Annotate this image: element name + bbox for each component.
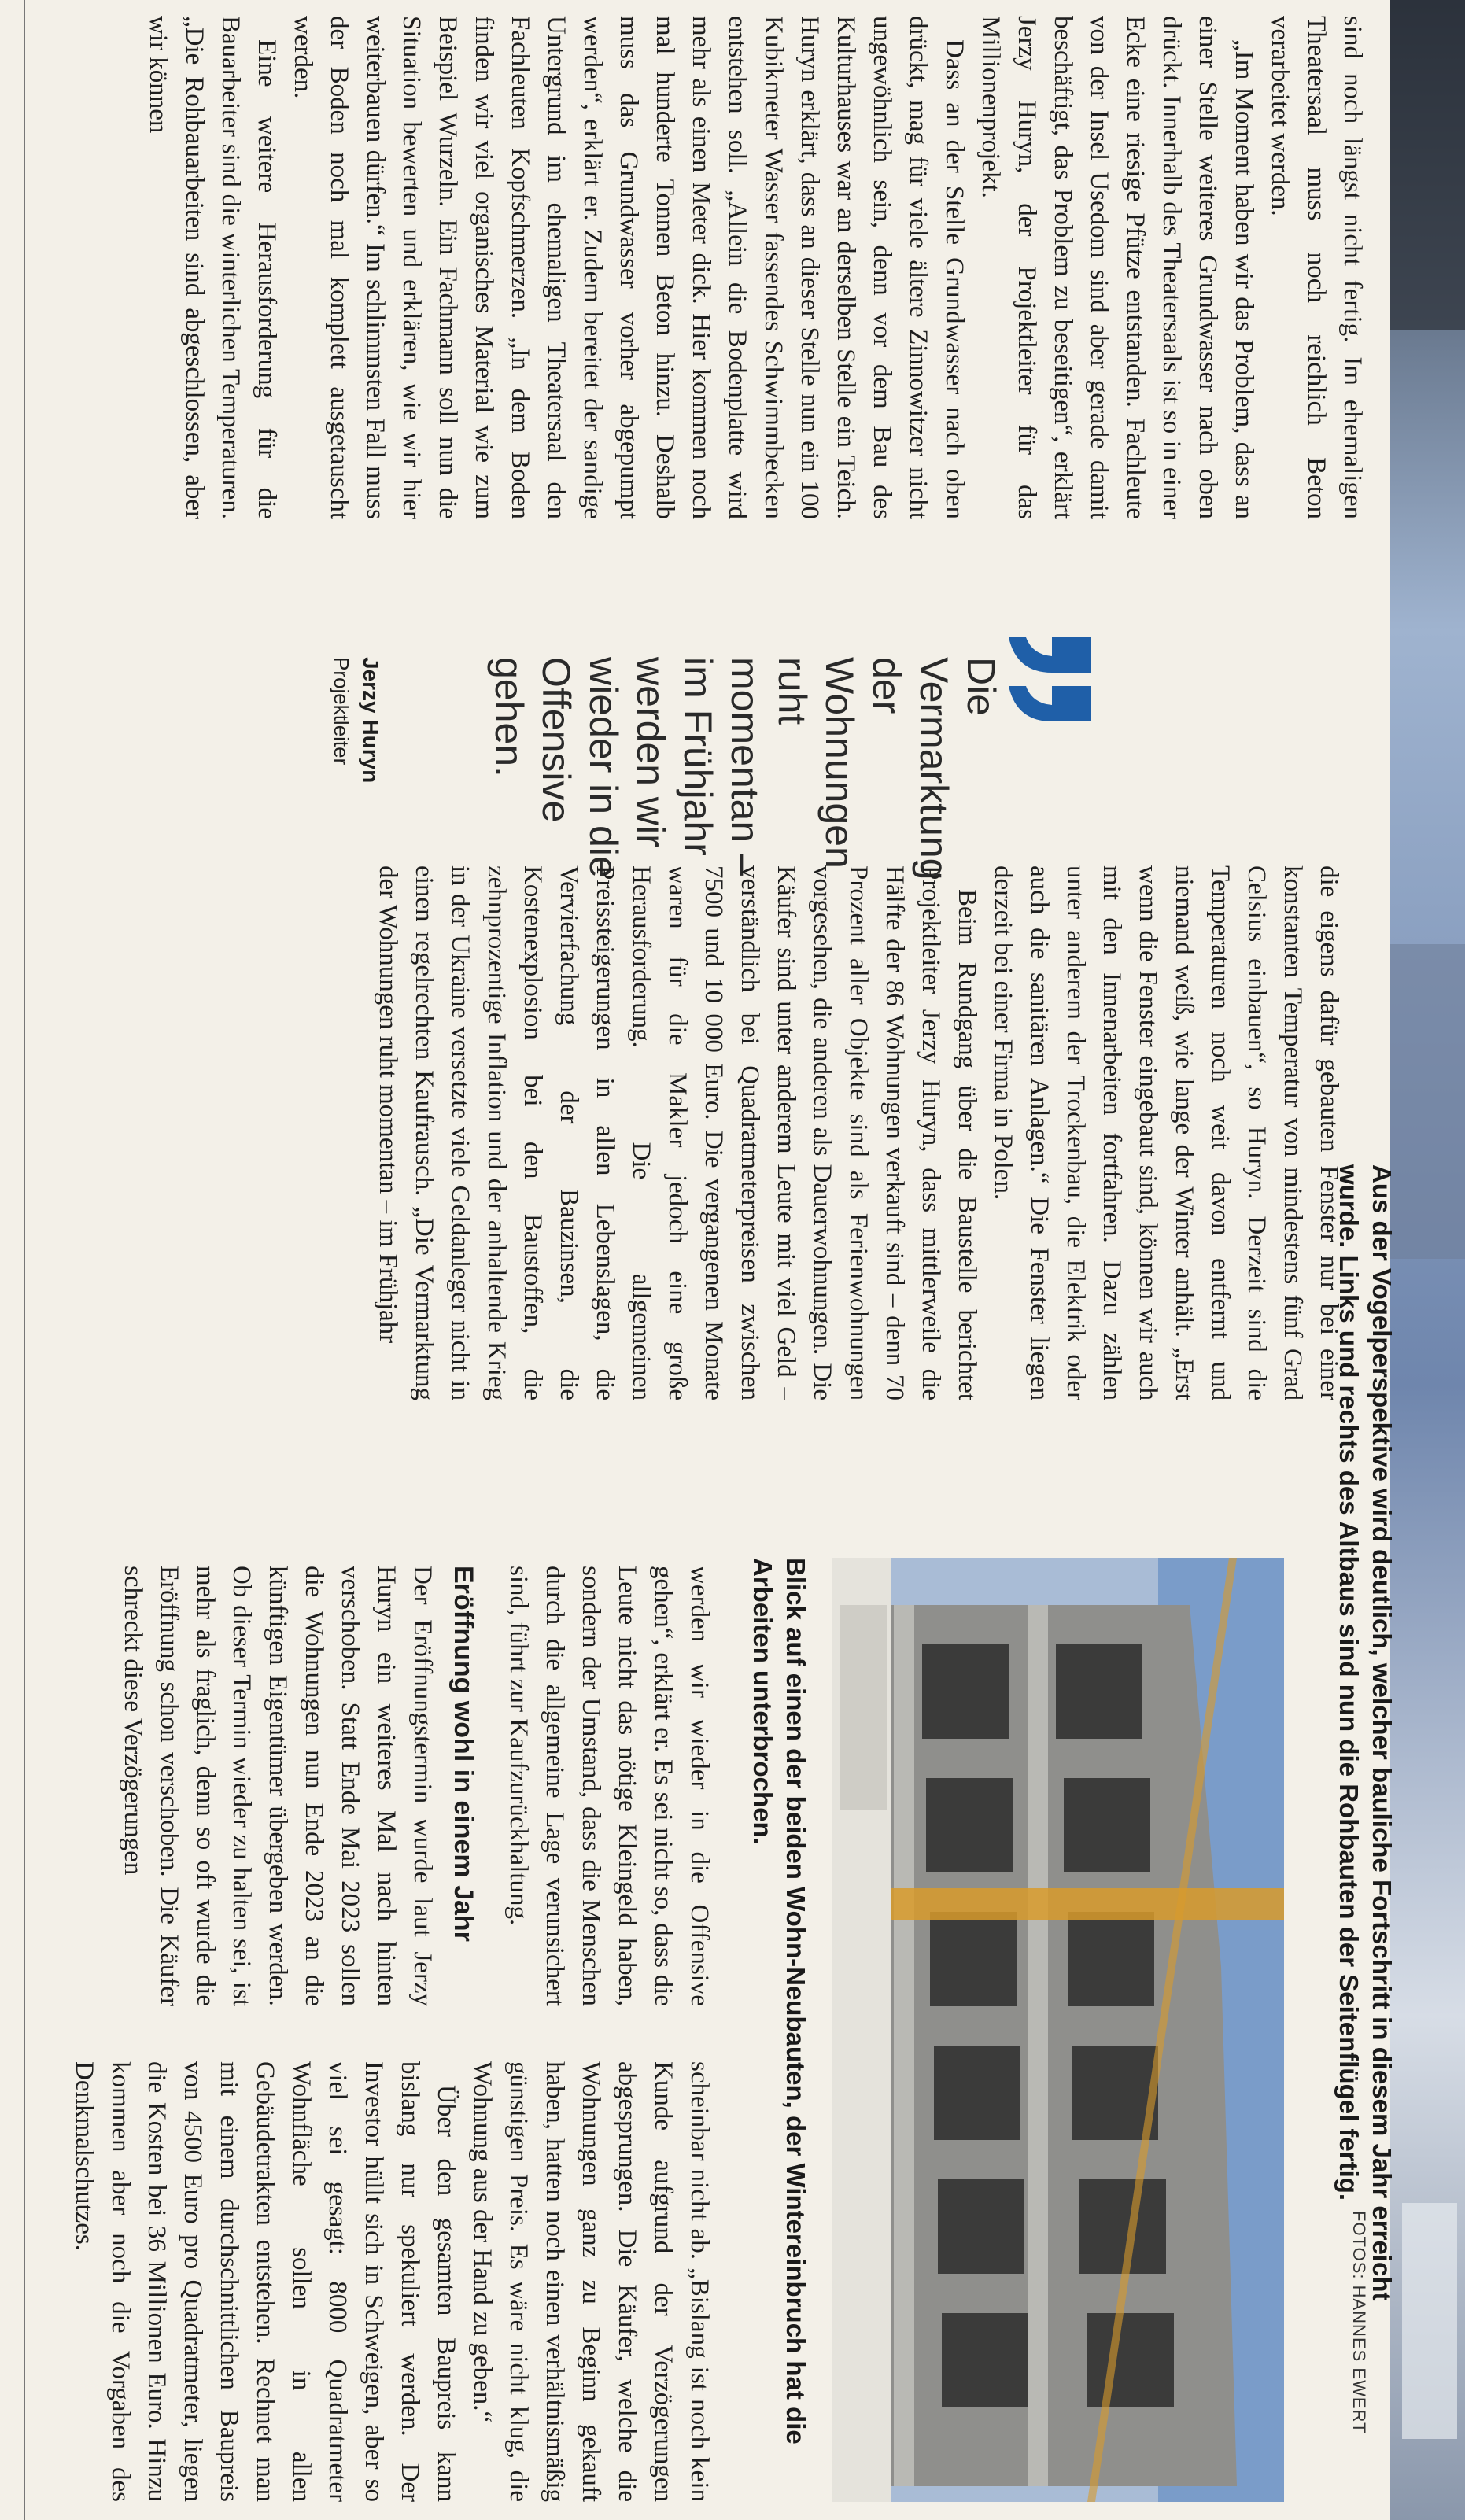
page-bottom-rule	[24, 0, 25, 2520]
article-paragraph: die eigens dafür gebauten Fenster nur bei einer konstanten Temperatur von mindestens fünf Grad Celsius einbauen“, so Huryn. Derzeit sind die Temperaturen noch weit davon entfernt und niemand weiß, wie lange der Winter anhält. „Erst wenn die Fenster eingebaut sind, können wir auch mit den Innenarbeiten fortfahren. Dazu zählen unter anderem der Trockenbau, die Elektrik oder auch die sanitären Anlagen.“ Die Fenster liegen derzeit bei einer Firma in Polen.	[989, 865, 1343, 1400]
quote-text: Die Vermarktung der Wohnungen ruht momentan – im Frühjahr werden wir wieder in die Offensive gehen.	[487, 657, 1003, 880]
article-paragraph: „Im Moment haben wir das Problem, dass an einer Stelle weiteres Grundwasser nach oben drückt. Innerhalb des Theatersaals ist so in einer Ecke eine riesige Pfütze entstanden. Fachleute von der Insel Usedom sind aber gerade damit beschäftigt, das Problem zu beseitigen“, erklärt Jerzy Huryn, der Projektleiter für das Millionenprojekt.	[976, 16, 1258, 519]
quote-mark-icon	[1005, 629, 1099, 732]
article-paragraph: Eine weitere Herausforderung für die Bauarbeiter sind die winterlichen Temperaturen. „Die Rohbauarbeiten sind abgeschlossen, aber wir können	[144, 16, 281, 519]
aerial-photo	[1390, 0, 1465, 2520]
article-paragraph: Beim Rundgang über die Baustelle berichtet Projektleiter Jerzy Huryn, dass mittlerweile die Hälfte der 86 Wohnungen verkauft sind – denn 70 Prozent aller Objekte sind als Ferienwohnungen vorgesehen, die anderen als Dauerwohnungen. Die Käufer sind unter anderem Leute mit viel Geld – verständlich bei Quadratmeterpreisen zwischen 7500 und 10 000 Euro. Die vergangenen Monate waren für die Makler jedoch eine große Herausforderung. Die allgemeinen Preissteigerungen in allen Lebenslagen, die Vervierfachung der Bauzinsen, die Kostenexplosion bei den Baustoffen, die zehnprozentige Inflation und der anhaltende Krieg in der Ukraine versetzte viele Geldanleger nicht in einen regelrechten Kaufrausch. „Die Vermarktung der Wohnungen ruht momentan – im Frühjahr	[374, 865, 981, 1400]
article-paragraph: scheinbar nicht ab. „Bislang ist noch kein Kunde aufgrund der Verzögerungen abgesprungen. Die Käufer, welche die Wohnungen ganz zu Beginn gekauft haben, hatten noch einen verhältnismäßig günstigen Preis. Es wäre nicht klug, die Wohnung aus der Hand zu geben.“	[468, 2061, 714, 2502]
text-column-2	[33, 865, 1347, 1400]
text-column-3	[33, 1566, 718, 2006]
quote-role: Projektleiter	[330, 657, 353, 766]
article-paragraph: Dass an der Stelle Grundwasser nach oben drückt, mag für viele ältere Zinnowitzer nicht ungewöhnlich sein, denn vor dem Bau des Kulturhauses war an derselben Stelle ein Teich. Huryn erklärt, dass an dieser Stelle nun ein 100 Kubikmeter Wasser fassendes Schwimmbecken entstehen soll. „Allein die Bodenplatte wird mehr als einen Meter dick. Hier kommen noch mal hunderte Tonnen Beton hinzu. Deshalb muss das Grundwasser vorher abgepumpt werden“, erklärt er. Zudem bereitet der sandige Untergrund im ehemaligen Theatersaal den Fachleuten Kopfschmerzen. „In dem Boden finden wir viel organisches Material wie zum Beispiel Wurzeln. Ein Fachmann soll nun die Situation bewerten und erklären, wie wir hier weiterbauen dürfen.“ Im schlimmsten Fall muss der Boden noch mal komplett ausgetauscht werden.	[289, 16, 969, 519]
article-subheading: Eröffnung wohl in einem Jahr	[448, 1566, 478, 1942]
building-photo-caption: Blick auf einen der beiden Wohn-Neubauten, der Wintereinbruch hat die Arbeiten unterbrochen.	[748, 1558, 810, 2444]
article-paragraph: werden wir wieder in die Offensive gehen“, erklärt er. Es sei nicht so, dass die Leute nicht das nötige Kleingeld haben, sondern der Umstand, dass die Menschen durch die allgemeine Lage verunsichert sind, führt zur Kaufzurückhaltung.	[504, 1566, 714, 2006]
aerial-photo-caption: Aus der Vogelperspektive wird deutlich, welcher bauliche Fortschritt in diesem Jahr erreicht wurde. Links und rechts des Altbaus sind nun die Rohbauten der Seitenflügel fertig.	[1334, 1164, 1397, 2301]
article-paragraph: Über den gesamten Baupreis kann bislang nur spekuliert werden. Der Investor hüllt sich in Schweigen, aber so viel sei gesagt: 8000 Quadratmeter Wohnfläche sollen in allen Gebäudetrakten entstehen. Rechnet man mit einem durchschnittlichen Baupreis von 4500 Euro pro Quadratmeter, liegen die Kosten bei 36 Millionen Euro. Hinzu kommen aber noch die Vorgaben des Denkmalschutzes.	[70, 2061, 460, 2502]
pull-quote	[330, 570, 1351, 880]
article-paragraph: sind noch längst nicht fertig. Im ehemaligen Theatersaal muss noch reichlich Beton verarbeitet werden.	[1266, 16, 1367, 519]
building-photo	[832, 1558, 1284, 2502]
quote-author: Jerzy Huryn	[359, 657, 383, 784]
photo-credit: FOTOS: HANNES EWERT	[1349, 2211, 1369, 2434]
article-paragraph: Der Eröffnungstermin wurde laut Jerzy Huryn ein weiteres Mal nach hinten verschoben. Statt Ende Mai 2023 sollen die Wohnungen nun Ende 2023 an die künftigen Eigentümer übergeben werden. Ob dieser Termin wieder zu halten sei, ist mehr als fraglich, denn so oft wurde die Eröffnung schon verschoben. Die Käufer schreckt diese Verzögerungen	[119, 1566, 437, 2006]
text-column-1	[33, 16, 1371, 519]
text-column-4	[33, 2061, 718, 2502]
